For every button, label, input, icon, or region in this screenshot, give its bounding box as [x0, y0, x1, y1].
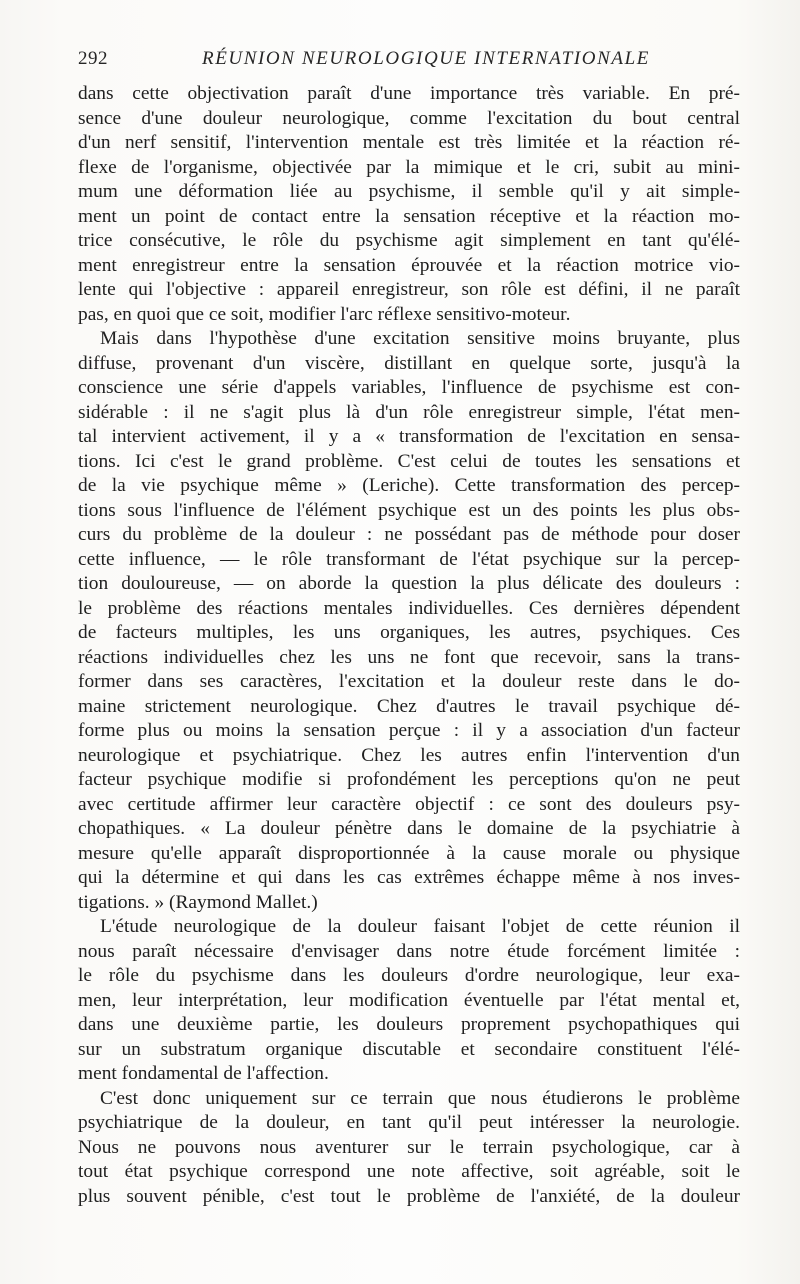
text-line: chopathiques. « La douleur pénètre dans le domaine de la psychiatrie à — [78, 818, 740, 839]
text-line: tigations. » (Raymond Mallet.) — [78, 891, 318, 913]
text-line: sidérable : il ne s'agit plus là d'un rôle enregistreur simple, l'état men- — [78, 401, 740, 423]
text-line: men, leur interprétation, leur modification éventuelle par l'état mental et, — [78, 989, 740, 1011]
text-line: le rôle du psychisme dans les douleurs d'ordre neurologique, leur exa- — [78, 965, 740, 986]
text-line: tion douloureuse, — on aborde la question la plus délicate des douleurs : — [78, 573, 740, 594]
text-line: L'étude neurologique de la douleur faisant l'objet de cette réunion il — [100, 916, 740, 937]
text-line: dans une deuxième partie, les douleurs proprement psychopathiques qui — [78, 1014, 740, 1035]
text-line: mesure qu'elle apparaît disproportionnée à la cause morale ou physique — [78, 842, 740, 864]
text-line: forme plus ou moins la sensation perçue : il y a association d'un facteur — [78, 720, 740, 741]
text-line: ment fondamental de l'affection. — [78, 1063, 329, 1084]
text-line: flexe de l'organisme, objectivée par la mimique et le cri, subit au mini- — [78, 156, 740, 178]
text-line: sence d'une douleur neurologique, comme l'excitation du bout central — [78, 107, 740, 129]
text-line: sur un substratum organique discutable et secondaire constituent l'élé- — [78, 1038, 740, 1060]
text-line: réactions individuelles chez les uns ne font que recevoir, sans la trans- — [78, 646, 740, 668]
text-line: de facteurs multiples, les uns organiques, les autres, psychiques. Ces — [78, 622, 740, 643]
page-header — [78, 48, 738, 76]
text-line: d'un nerf sensitif, l'intervention mentale est très limitée et la réaction ré- — [78, 132, 740, 153]
text-line: psychiatrique de la douleur, en tant qu'il peut intéresser la neurologie. — [78, 1112, 740, 1133]
text-line: dans cette objectivation paraît d'une importance très variable. En pré- — [78, 83, 740, 104]
text-line: lente qui l'objective : appareil enregistreur, son rôle est défini, il ne paraît — [78, 279, 740, 300]
text-line: Nous ne pouvons nous aventurer sur le terrain psychologique, car à — [78, 1136, 740, 1158]
text-line: neurologique et psychiatrique. Chez les autres enfin l'intervention d'un — [78, 744, 740, 766]
running-title: RÉUNION NEUROLOGIQUE INTERNATIONALE — [202, 48, 650, 69]
text-line: facteur psychique modifie si profondément les perceptions qu'on ne peut — [78, 769, 740, 790]
text-line: tions sous l'influence de l'élément psychique est un des points les plus obs- — [78, 499, 740, 521]
text-line: le problème des réactions mentales individuelles. Ces dernières dépendent — [78, 597, 740, 619]
text-line: qui la détermine et qui dans les cas extrêmes échappe même à nos inves- — [78, 867, 740, 888]
text-line: maine strictement neurologique. Chez d'autres le travail psychique dé- — [78, 695, 740, 717]
text-line: pas, en quoi que ce soit, modifier l'arc réflexe sensitivo-moteur. — [78, 303, 571, 325]
text-line: curs du problème de la douleur : ne possédant pas de méthode pour doser — [78, 524, 740, 545]
text-line: avec certitude affirmer leur caractère objectif : ce sont des douleurs psy- — [78, 793, 740, 815]
text-line: tout état psychique correspond une note affective, soit agréable, soit le — [78, 1161, 740, 1182]
text-line: tions. Ici c'est le grand problème. C'est celui de toutes les sensations et — [78, 450, 740, 472]
text-line: trice consécutive, le rôle du psychisme agit simplement en tant qu'élé- — [78, 230, 740, 251]
text-line: Mais dans l'hypothèse d'une excitation sensitive moins bruyante, plus — [100, 328, 740, 349]
text-line: cette influence, — le rôle transformant de l'état psychique sur la percep- — [78, 548, 740, 570]
text-line: nous paraît nécessaire d'envisager dans notre étude forcément limitée : — [78, 940, 740, 962]
text-line: C'est donc uniquement sur ce terrain que nous étudierons le problème — [100, 1087, 740, 1109]
text-line: former dans ses caractères, l'excitation et la douleur reste dans le do- — [78, 671, 740, 692]
text-line: ment un point de contact entre la sensation réceptive et la réaction mo- — [78, 205, 740, 227]
text-line: tal intervient activement, il y a « transformation de l'excitation en sensa- — [78, 426, 740, 447]
text-line: ment enregistreur entre la sensation éprouvée et la réaction motrice vio- — [78, 254, 740, 276]
body-text — [78, 82, 740, 1209]
page-number: 292 — [78, 48, 108, 69]
text-line: de la vie psychique même » (Leriche). Cette transformation des percep- — [78, 475, 740, 496]
text-line: diffuse, provenant d'un viscère, distillant en quelque sorte, jusqu'à la — [78, 352, 740, 374]
text-line: plus souvent pénible, c'est tout le problème de l'anxiété, de la douleur — [78, 1185, 740, 1207]
text-line: conscience une série d'appels variables, l'influence de psychisme est con- — [78, 377, 740, 398]
text-line: mum une déformation liée au psychisme, il semble qu'il y ait simple- — [78, 181, 740, 202]
